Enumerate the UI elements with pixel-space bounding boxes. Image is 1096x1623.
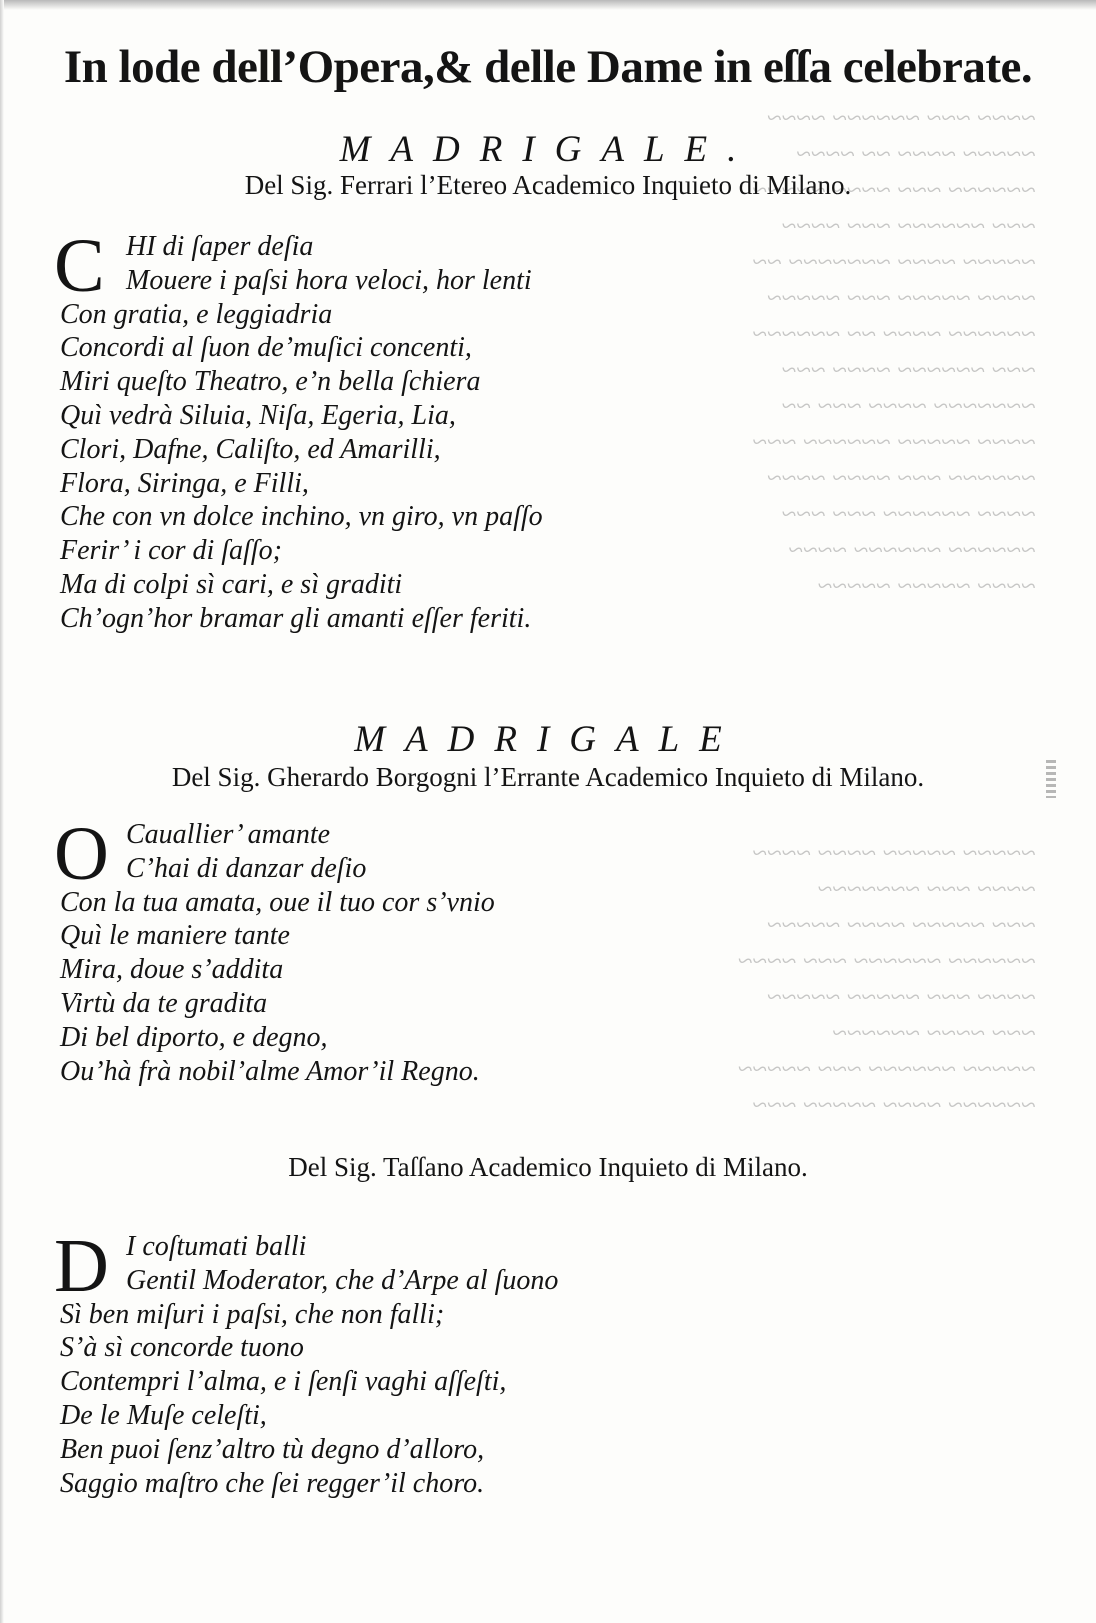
show-through-text-lower: ~~~~~ ~~~~~ ~~~~ ~~~~ ~~~~ ~~~ ~~~~~~~ ~~~ ~~~~~ ~~~~ ~~~~~ ~~~~~~ ~~~~~~ ~~~ ~~~~ ~~~~ ~~~ ~~~~~ ~~~~~ ~~~ ~~~~ ~~~~~~ ~~~~~ ~~~~~~ ~~~ ~~~~~ ~~~~~~ ~~~~ ~~~~~ ~~~	[738, 838, 1036, 1120]
poem-3-author: Del Sig. Taſſano Academico Inquieto di Milano.	[288, 1152, 808, 1182]
poem-line: Saggio maſtro che ſei regger’il choro.	[60, 1467, 485, 1499]
show-through-text-upper: ~~~~ ~~~ ~~~~~~ ~~~~ ~~~~~ ~~~~ ~~ ~~~~ ~~~~~~ ~~~ ~~~~ ~~~~~ ~~~ ~~~~~~ ~~~ ~~~~ ~~~~~ ~~~~ ~~~~~~~ ~~ ~~~~ ~~~~~ ~~~ ~~~~~ ~~~~~~ ~~~~ ~~ ~~~~~~ ~~~ ~~~~~~ ~~~~ ~~~ ~~~~~~~ ~~~~ ~~~ ~~ ~~~~ ~~~~~ ~~~~~~ ~~~ ~~~~~~ ~~~ ~~~~ ~~~~ ~~~~ ~~~~~~ ~~~ ~~~ ~~~~~~ ~~~~~~ ~~~~ ~~~~ ~~~~~ ~~~~~	[752, 103, 1036, 601]
madrigal-heading-1: MADRIGALE.	[339, 129, 757, 170]
poem-line: Ma di colpi sì cari, e sì graditi	[60, 568, 403, 600]
poem-1-drop-cap: C	[54, 224, 105, 308]
poem-line: Con la tua amata, oue il tuo cor s’vnio	[60, 886, 495, 918]
poem-line: Clori, Dafne, Caliſto, ed Amarilli,	[60, 433, 441, 465]
poem-line: Sì ben miſuri i paſsi, che non falli;	[60, 1298, 445, 1330]
poem-line: Cauallier’ amante	[126, 819, 331, 850]
poem-line: I coſtumati balli	[126, 1231, 307, 1262]
poem-line: HI di ſaper deſia	[126, 231, 314, 262]
poem-2-author: Del Sig. Gherardo Borgogni l’Errante Academico Inquieto di Milano.	[171, 762, 925, 792]
madrigal-heading-2: MADRIGALE	[354, 719, 742, 760]
poem-line: Che con vn dolce inchino, vn giro, vn paſſo	[60, 501, 543, 533]
poem-line: Concordi al ſuon de’muſici concenti,	[60, 332, 472, 364]
poem-line: Ch’ogn’hor bramar gli amanti eſſer feriti.	[60, 602, 532, 634]
page-title: In lode dell’Opera,& delle Dame in eſſa celebrate.	[63, 41, 1033, 93]
poem-line: Contempri l’alma, e i ſenſi vaghi aſſeſti,	[60, 1366, 507, 1398]
poem-line: C’hai di danzar deſio	[126, 852, 367, 884]
page-top-edge	[0, 0, 1096, 10]
poem-3-drop-cap: D	[54, 1224, 109, 1308]
poem-line: Di bel diporto, e degno,	[60, 1021, 328, 1053]
poem-line: Ben puoi ſenz’altro tù degno d’alloro,	[60, 1433, 485, 1465]
poem-line: Quì le maniere tante	[60, 920, 290, 952]
page-left-edge	[0, 0, 4, 1623]
poem-line: Ou’hà frà nobil’alme Amor’il Regno.	[60, 1055, 480, 1087]
poem-1-author: Del Sig. Ferrari l’Etereo Academico Inquieto di Milano.	[244, 170, 852, 200]
poem-line: Virtù da te gradita	[60, 987, 268, 1019]
poem-line: Ferir’ i cor di ſaſſo;	[60, 535, 282, 567]
poem-line: Quì vedrà Siluia, Niſa, Egeria, Lia,	[60, 399, 456, 431]
poem-line: Flora, Siringa, e Filli,	[60, 467, 309, 499]
poem-line: Mouere i paſsi hora veloci, hor lenti	[126, 264, 532, 296]
poem-3	[54, 1224, 960, 1500]
poem-line: S’à sì concorde tuono	[60, 1332, 304, 1364]
poem-line: Con gratia, e leggiadria	[60, 298, 333, 330]
poem-line: De le Muſe celeſti,	[60, 1399, 267, 1431]
poem-1	[54, 224, 960, 636]
poem-2	[54, 812, 960, 1088]
poem-line: Mira, doue s’addita	[60, 954, 284, 986]
poem-line: Miri queſto Theatro, e’n bella ſchiera	[60, 366, 481, 398]
poem-2-drop-cap: O	[54, 812, 109, 896]
poem-line: Gentil Moderator, che d’Arpe al ſuono	[126, 1264, 559, 1296]
